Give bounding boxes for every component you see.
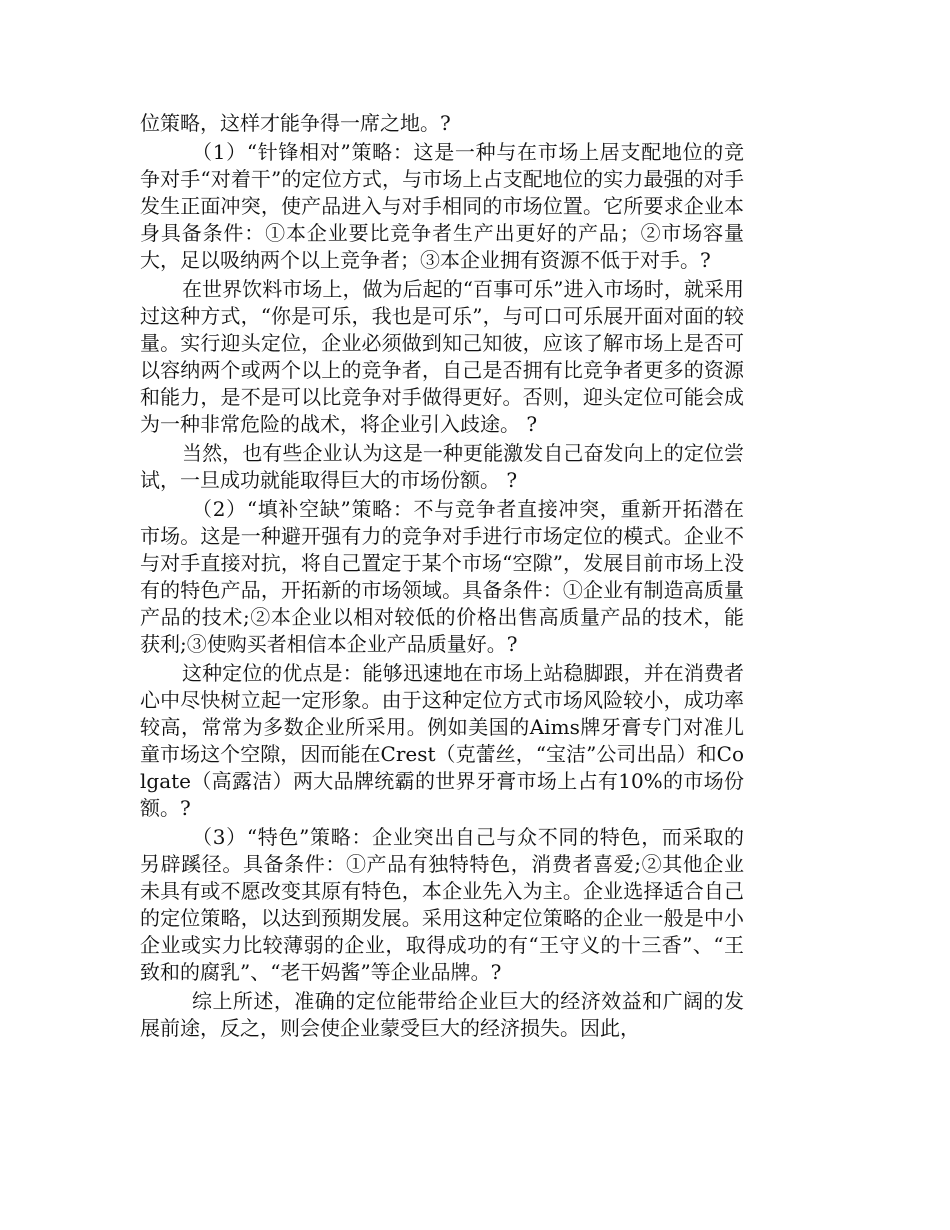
paragraph-0: 位策略，这样才能争得一席之地。? — [140, 111, 451, 135]
paragraph-4: （2）“填补空缺”策略：不与竞争者直接冲突，重新开拓潜在市场。这是一种避开强有力的竞争对手进行市场定位的模式。企业不与对手直接对抗，将自己置定于某个市场“空隙”，发展目前市场上没有的特色产品，开拓新的市场领域。具备条件：①企业有制造高质量产品的技术;②本企业以相对较低的价格出售高质量产品的技术，能获利;③使购买者相信本企业产品质量好。? — [140, 497, 744, 656]
paragraph-5: 这种定位的优点是：能够迅速地在市场上站稳脚跟，并在消费者心中尽快树立起一定形象。由于这种定位方式市场风险较小，成功率较高，常常为多数企业所采用。例如美国的Aims牌牙膏专门对准儿童市场这个空隙，因而能在Crest（克蕾丝，“宝洁”公司出品）和Colgate（高露洁）两大品牌统霸的世界牙膏市场上占有10%的市场份额。? — [140, 661, 744, 820]
paragraph-1: （1）“针锋相对”策略：这是一种与在市场上居支配地位的竞争对手“对着干”的定位方式，与市场上占支配地位的实力最强的对手发生正面冲突，使产品进入与对手相同的市场位置。它所要求企业本身具备条件：①本企业要比竞争者生产出更好的产品；②市场容量大，足以吸纳两个以上竞争者；③本企业拥有资源不低于对手。? — [140, 140, 744, 272]
paragraph-2: 在世界饮料市场上，做为后起的“百事可乐”进入市场时，就采用过这种方式，“你是可乐，我也是可乐”，与可口可乐展开面对面的较量。实行迎头定位，企业必须做到知己知彼，应该了解市场上是否可以容纳两个或两个以上的竞争者，自己是否拥有比竞争者更多的资源和能力，是不是可以比竞争对手做得更好。否则，迎头定位可能会成为一种非常危险的战术，将企业引入歧途。 ? — [140, 277, 744, 436]
document-page — [140, 110, 744, 1044]
paragraph-7: 综上所述，准确的定位能带给企业巨大的经济效益和广阔的发展前途，反之，则会使企业蒙受巨大的经济损失。因此， — [140, 989, 744, 1040]
paragraph-6: （3）“特色”策略：企业突出自己与众不同的特色，而采取的另辟蹊径。具备条件：①产品有独特特色，消费者喜爱;②其他企业未具有或不愿改变其原有特色，本企业先入为主。企业选择适合自己的定位策略，以达到预期发展。采用这种定位策略的企业一般是中小企业或实力比较薄弱的企业，取得成功的有“王守义的十三香”、“王致和的腐乳”、“老干妈酱”等企业品牌。? — [140, 825, 744, 984]
paragraph-3: 当然，也有些企业认为这是一种更能激发自己奋发向上的定位尝试，一旦成功就能取得巨大的市场份额。 ? — [140, 441, 744, 492]
